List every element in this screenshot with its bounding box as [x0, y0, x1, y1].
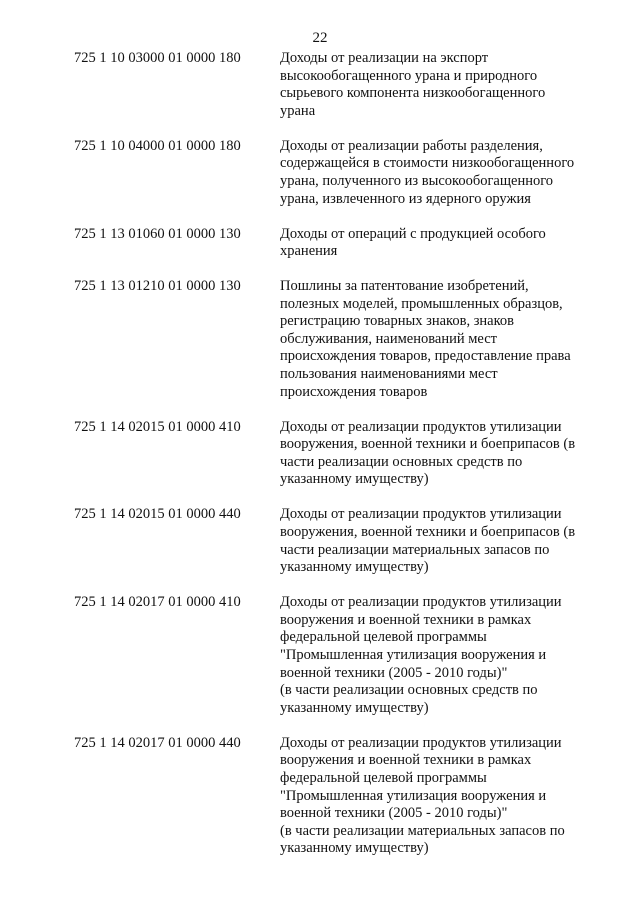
description-line: указанному имуществу) — [280, 699, 429, 716]
description-line: урана, извлеченного из ядерного оружия — [280, 190, 531, 207]
revenue-code-list — [74, 50, 594, 875]
description-line: федеральной целевой программы — [280, 629, 487, 646]
budget-classification-code: 725 1 14 02017 01 0000 410 — [74, 594, 241, 611]
description-line: Пошлины за патентование изобретений, — [280, 278, 529, 295]
revenue-description — [280, 419, 594, 489]
description-line: "Промышленная утилизация вооружения и — [280, 646, 547, 663]
description-line: происхождения товаров — [280, 383, 428, 400]
description-line: урана, полученного из высокообогащенного — [280, 172, 554, 189]
description-line: вооружения и военной техники в рамках — [280, 611, 532, 628]
revenue-code-entry — [74, 594, 594, 717]
budget-classification-code: 725 1 13 01060 01 0000 130 — [74, 225, 241, 242]
description-line: "Промышленная утилизация вооружения и — [280, 787, 547, 804]
description-line: указанному имуществу) — [280, 559, 429, 576]
description-line: хранения — [280, 243, 338, 260]
description-line: вооружения и военной техники в рамках — [280, 752, 532, 769]
description-line: регистрацию товарных знаков, знаков — [280, 313, 515, 330]
description-line: сырьевого компонента низкообогащенного — [280, 85, 546, 102]
description-line: пользования наименованиями мест — [280, 366, 498, 383]
description-line: части реализации основных средств по — [280, 453, 523, 470]
description-line: Доходы от реализации продуктов утилизации — [280, 594, 562, 611]
description-line: части реализации материальных запасов по — [280, 541, 550, 558]
description-line: Доходы от реализации на экспорт — [280, 50, 489, 66]
description-line: Доходы от операций с продукцией особого — [280, 225, 546, 242]
budget-classification-code: 725 1 13 01210 01 0000 130 — [74, 278, 241, 295]
description-line: Доходы от реализации продуктов утилизации — [280, 418, 562, 435]
budget-classification-code: 725 1 10 03000 01 0000 180 — [74, 50, 241, 66]
budget-classification-code: 725 1 14 02017 01 0000 440 — [74, 734, 241, 751]
revenue-description — [280, 735, 594, 858]
description-line: вооружения, военной техники и боеприпасов (в — [280, 524, 576, 541]
revenue-description — [280, 506, 594, 576]
revenue-code-entry — [74, 278, 594, 401]
description-line: происхождения товаров, предоставление права — [280, 348, 571, 365]
description-line: военной техники (2005 - 2010 годы)" — [280, 805, 508, 822]
revenue-description — [280, 138, 594, 208]
description-line: указанному имуществу) — [280, 471, 429, 488]
revenue-description — [280, 594, 594, 717]
description-line: (в части реализации основных средств по — [280, 682, 538, 699]
page-number: 22 — [312, 30, 328, 46]
revenue-code-entry — [74, 506, 594, 576]
description-line: содержащейся в стоимости низкообогащенного — [280, 155, 575, 172]
revenue-description — [280, 50, 594, 120]
description-line: обслуживания, наименований мест — [280, 330, 497, 347]
revenue-code-entry — [74, 226, 594, 261]
description-line: Доходы от реализации продуктов утилизации — [280, 506, 562, 523]
revenue-description — [280, 226, 594, 261]
description-line: высокообогащенного урана и природного — [280, 67, 538, 84]
description-line: полезных моделей, промышленных образцов, — [280, 295, 563, 312]
description-line: Доходы от реализации продуктов утилизации — [280, 734, 562, 751]
description-line: (в части реализации материальных запасов по — [280, 822, 565, 839]
revenue-code-entry — [74, 735, 594, 858]
revenue-code-entry — [74, 138, 594, 208]
revenue-code-entry — [74, 50, 594, 120]
description-line: федеральной целевой программы — [280, 769, 487, 786]
description-line: вооружения, военной техники и боеприпасов (в — [280, 436, 576, 453]
description-line: военной техники (2005 - 2010 годы)" — [280, 664, 508, 681]
description-line: урана — [280, 102, 316, 119]
revenue-code-entry — [74, 419, 594, 489]
budget-classification-code: 725 1 14 02015 01 0000 440 — [74, 506, 241, 523]
revenue-description — [280, 278, 594, 401]
budget-classification-code: 725 1 10 04000 01 0000 180 — [74, 137, 241, 154]
description-line: указанному имуществу) — [280, 840, 429, 857]
description-line: Доходы от реализации работы разделения, — [280, 137, 543, 154]
budget-classification-code: 725 1 14 02015 01 0000 410 — [74, 418, 241, 435]
